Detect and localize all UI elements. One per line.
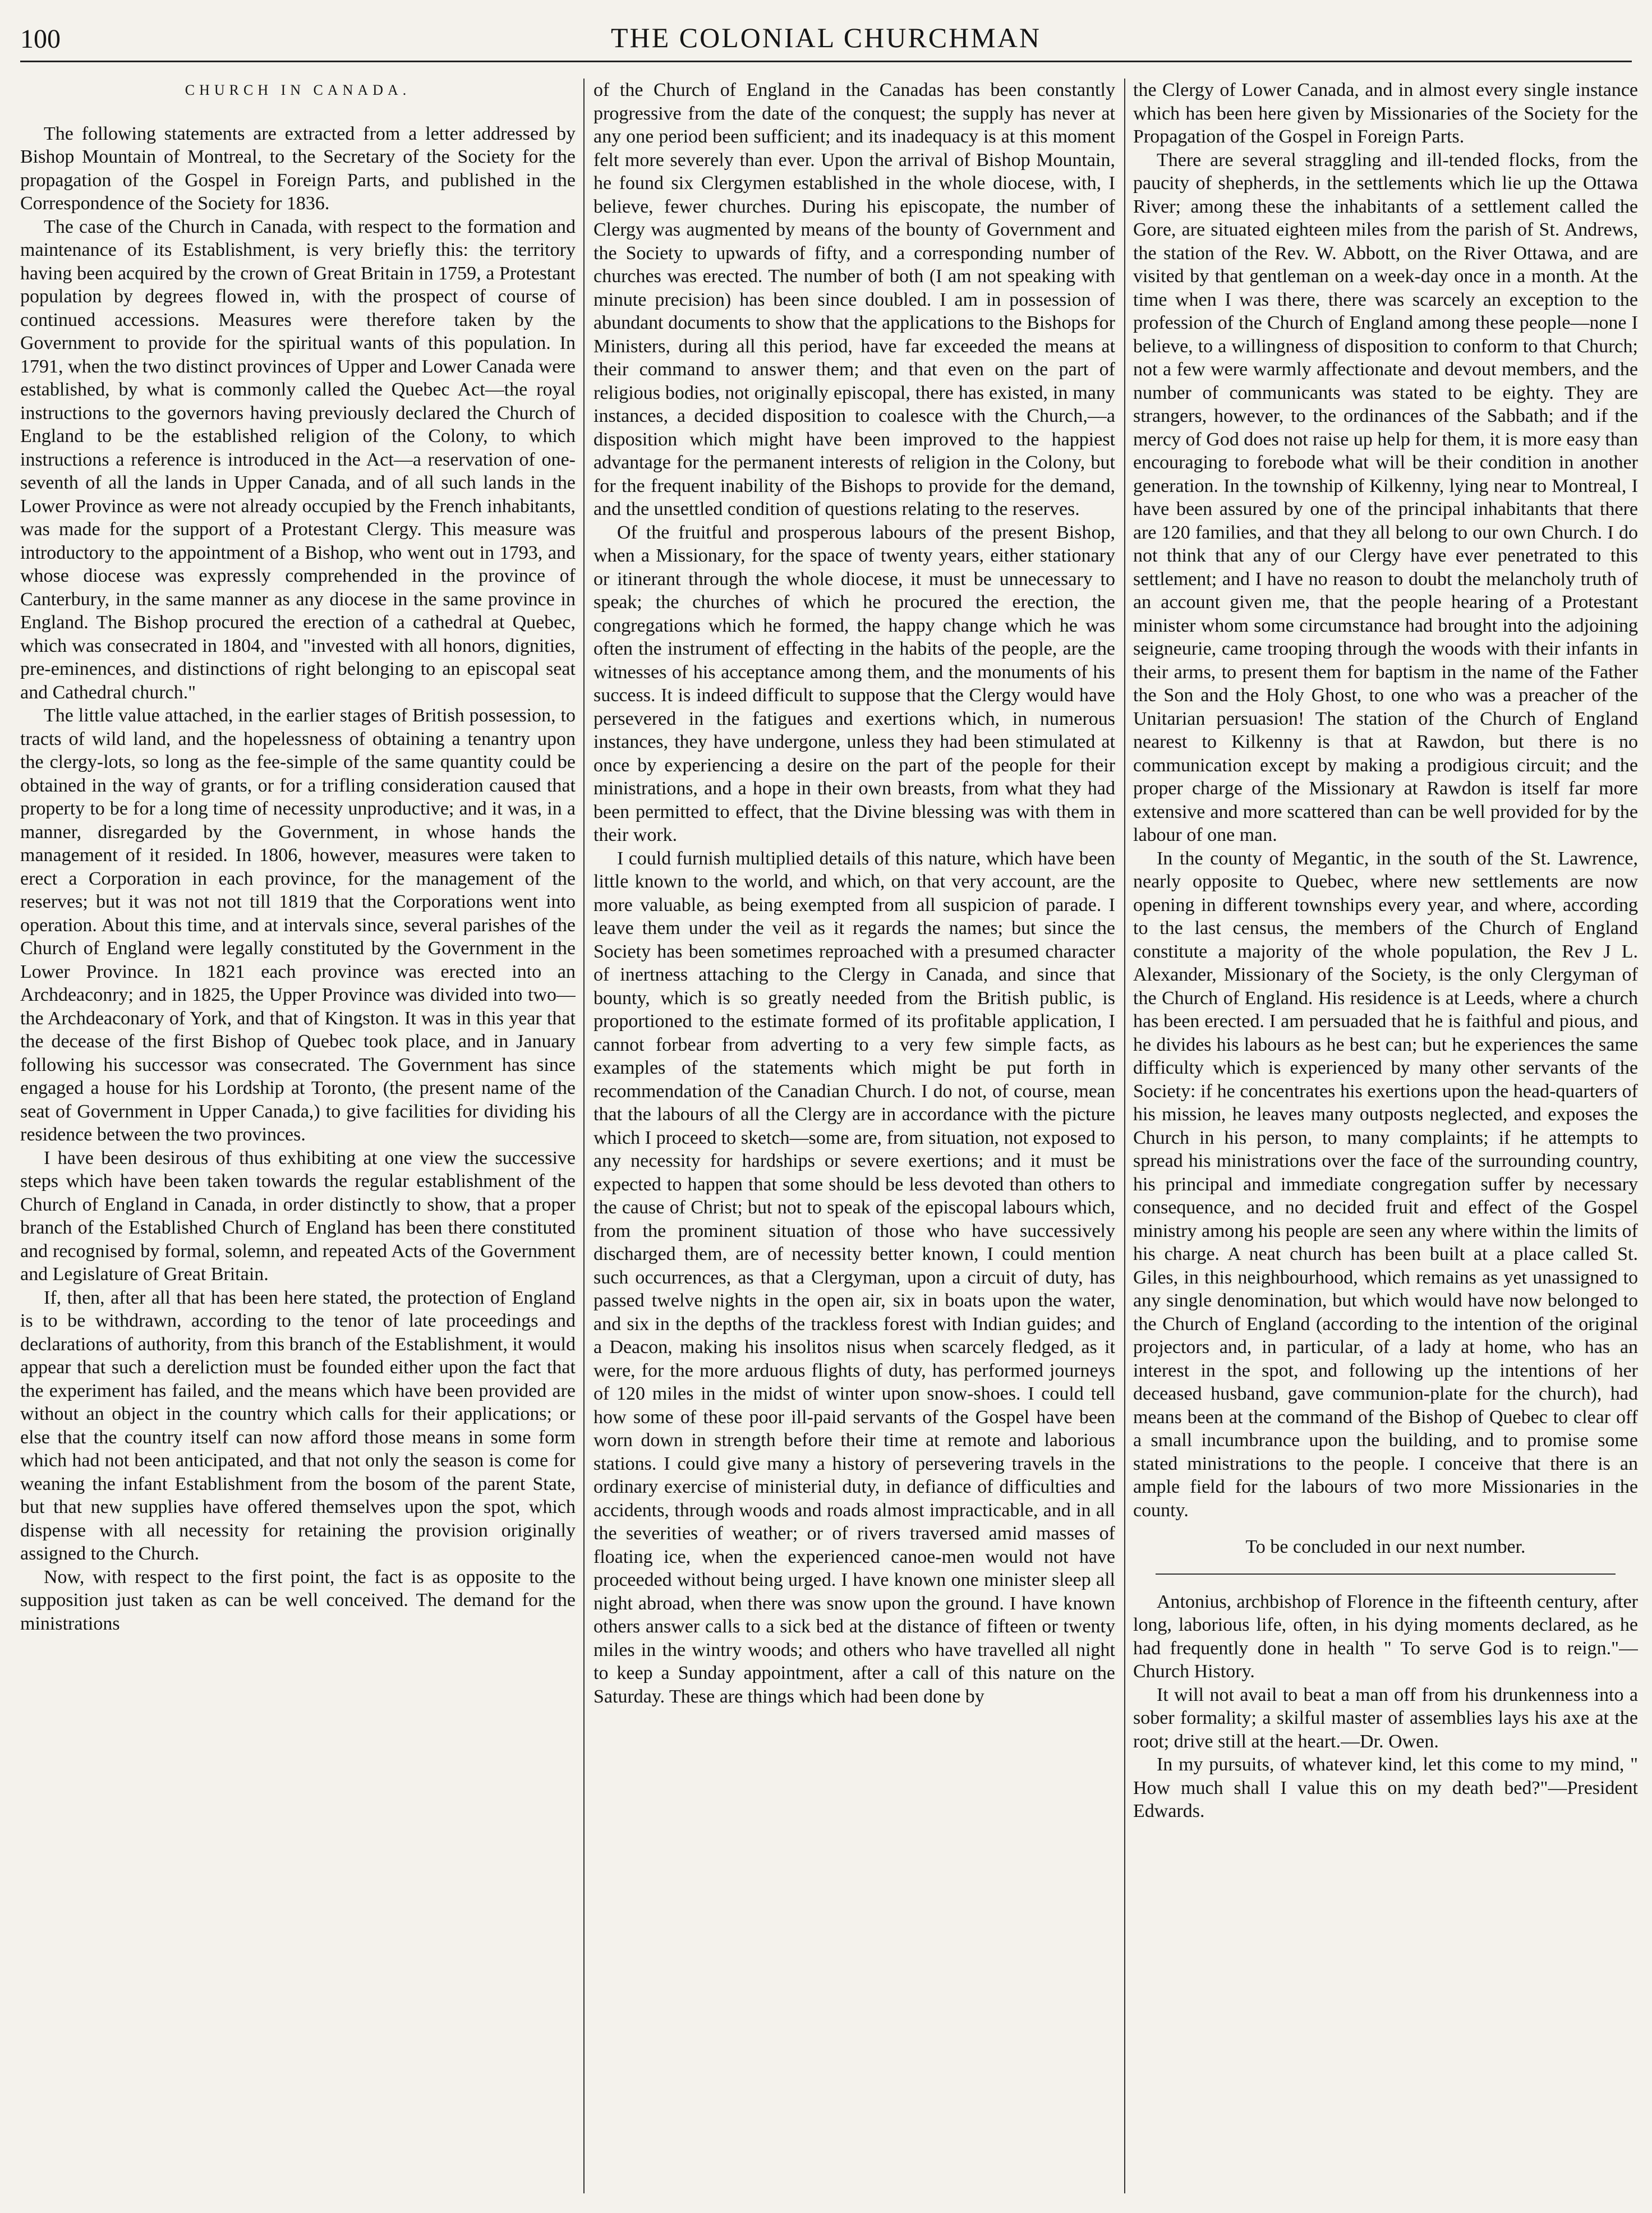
paragraph: I have been desirous of thus exhibiting at one view the successive steps which have been taken towards the regular establishment of the Church of England in Canada, in order distinctly to show, that a proper branch of the Established Church of England has been there constituted and recognised by formal, solemn, and repeated Acts of the Government and Legislature of Great Britain. <box>20 1147 576 1285</box>
running-title: THE COLONIAL CHURCHMAN <box>611 22 1041 53</box>
paragraph: I could furnish multiplied details of this nature, which have been little known to the world, and which, on that very account, are the more valuable, as being exempted from all suspicion of parade. I leave them under the veil as it regards the names; but since the Society has been sometimes reproached with a presumed character of inertness attaching to the Clergy in Canada, and since that bounty, which is so greatly needed from the British public, is proportioned to the estimate formed of its profitable application, I cannot forbear from adverting to a very few simple facts, as examples of the statements which might be put forth in recommendation of the Canadian Church. I do not, of course, mean that the labours of all the Clergy are in accordance with the picture which I proceed to sketch—some are, from situation, not exposed to any necessity for hardships or severe exertions; and it must be expected to happen that some should be less devoted than others to the cause of Christ; but not to speak of the episcopal labours which, from the prominent situation of those who have successively discharged them, are of necessity better known, I could mention such occurrences, as that a Clergyman, upon a circuit of duty, has passed twelve nights in the open air, six in boats upon the water, and six in the depths of the trackless forest with Indian guides; and a Deacon, making his insolitos nisus when scarcely fledged, as it were, for the more arduous flights of duty, has performed journeys of 120 miles in the midst of winter upon snow-shoes. I could tell how some of these poor ill-paid servants of the Gospel have been worn down in strength before their time at remote and laborious stations. I could give many a history of persevering travels in the ordinary exercise of ministerial duty, in defiance of difficulties and accidents, through woods and roads almost impracticable, and in all the severities of weather; or of rivers traversed amid masses of floating ice, when the experienced canoe-men would not have proceeded without being urged. I have known one minister sleep all night abroad, when there was snow upon the ground. I have known others answer calls to a sick bed at the distance of fifteen or twenty miles in the wintry woods; and others who have travelled all night to keep a Sunday appointment, after a call of this nature on the Saturday. These are things which had been done by <box>593 848 1115 1707</box>
column-2 <box>593 79 1115 2193</box>
column-1 <box>20 79 576 2193</box>
column-3 <box>1133 79 1638 2193</box>
page-header <box>20 11 1632 65</box>
paragraph: Of the fruitful and prosperous labours of the present Bishop, when a Missionary, for the space of twenty years, either stationary or itinerant through the whole diocese, it must be unnecessary to speak; the churches of which he procured the erection, the congregations which he formed, the happy change which he was often the instrument of effecting in the habits of the people, are the witnesses of his acceptance among them, and the monuments of his success. It is indeed difficult to suppose that the Clergy would have persevered in the fatigues and exertions which, in numerous instances, they have undergone, unless they had been stimulated at once by experiencing a desire on the part of the people for their ministrations, and a hope in their own breasts, from what they had been permitted to effect, that the Divine blessing was with them in their work. <box>593 522 1115 845</box>
header-rule <box>20 61 1632 62</box>
paragraph: If, then, after all that has been here stated, the protection of England is to be withdrawn, according to the tenor of late proceedings and declarations of authority, from this branch of the Establishment, it would appear that such a dereliction must be founded either upon the fact that the experiment has failed, and the means which have been provided are without an object in the country which calls for their applications; or else that the country itself can now afford those means in some form which had not been anticipated, and that not only the season is come for weaning the infant Establishment from the bosom of the parent State, but that new supplies have offered themselves upon the spot, which dispense with all necessity for retaining the provision originally assigned to the Church. <box>20 1287 576 1564</box>
paragraph: Now, with respect to the first point, the fact is as opposite to the supposition just taken as can be well conceived. The demand for the ministrations <box>20 1566 576 1634</box>
section-title: CHURCH IN CANADA. <box>185 82 411 98</box>
continued-note: To be concluded in our next number. <box>1245 1536 1526 1557</box>
quote: In my pursuits, of whatever kind, let this come to my mind, " How much shall I value this on my death bed?"—President Edwards. <box>1133 1754 1638 1821</box>
page-number: 100 <box>20 24 61 54</box>
paragraph: The little value attached, in the earlier stages of British possession, to tracts of wild land, and the hopelessness of obtaining a tenantry upon the clergy-lots, so long as the fee-simple of the same quantity could be obtained in the way of grants, or for a trifling consideration caused that property to be for a long time of necessity unproductive; and it was, in a manner, disregarded by the Government, in whose hands the management of it resided. In 1806, however, measures were taken to erect a Corporation in each province, for the management of the reserves; but it was not not till 1819 that the Corporations went into operation. About this time, and at intervals since, several parishes of the Church of England were legally constituted by the Government in the Lower Province. In 1821 each province was erected into an Archdeaconry; and in 1825, the Upper Province was divided into two—the Archdeaconary of York, and that of Kingston. It was in this year that the decease of the first Bishop of Quebec took place, and in January following his successor was consecrated. The Government has since engaged a house for his Lordship at Toronto, (the present name of the seat of Government in Upper Canada,) to give facilities for dividing his residence between the two provinces. <box>20 705 576 1145</box>
paragraph: the Clergy of Lower Canada, and in almost every single instance which has been here given by Missionaries of the Society for the Propagation of the Gospel in Foreign Parts. <box>1133 80 1638 147</box>
section-rule <box>1156 1574 1616 1575</box>
quote: It will not avail to beat a man off from his drunkenness into a sober formality; a skilful master of assemblies lays his axe at the root; drive still at the heart.—Dr. Owen. <box>1133 1684 1638 1752</box>
paragraph: The following statements are extracted from a letter addressed by Bishop Mountain of Montreal, to the Secretary of the Society for the propagation of the Gospel in Foreign Parts, and published in the Correspondence of the Society for 1836. <box>20 123 576 214</box>
paragraph: There are several straggling and ill-tended flocks, from the paucity of shepherds, in the settlements which lie up the Ottawa River; among these the inhabitants of a settlement called the Gore, are situated eighteen miles from the parish of St. Andrews, the station of the Rev. W. Abbott, on the River Ottawa, and are visited by that gentleman on a week-day once in a month. At the time when I was there, there was scarcely an exception to the profession of the Church of England among these people—none I believe, to a willingness of disposition to conform to that Church; not a few were warmly affectionate and devout members, and the number of communicants was stated to be eighty. They are strangers, however, to the ordinances of the Sabbath; and if the mercy of God does not raise up help for them, it is more easy than encouraging to forebode what will be their condition in another generation. In the township of Kilkenny, lying near to Montreal, I have been assured by one of the principal inhabitants that there are 120 families, and that they all belong to our own Church. I do not think that any of our Clergy have ever penetrated to this settlement; and I have no reason to doubt the melancholy truth of an account given me, that the people hearing of a Protestant minister whom some circumstance had brought into the adjoining seigneurie, came trooping through the woods with their infants in their arms, to present them for baptism in the name of the Father the Son and the Holy Ghost, to one who was a preacher of the Unitarian persuasion! The station of the Church of England nearest to Kilkenny is that at Rawdon, but there is no communication except by making a prodigious circuit; and the proper charge of the Missionary at Rawdon is itself far more extensive and more scattered than can be well provided for by the labour of one man. <box>1133 149 1638 845</box>
paragraph: of the Church of England in the Canadas has been constantly progressive from the date of the conquest; the supply has never at any one period been sufficient; and its inadequacy is at this moment felt more severely than ever. Upon the arrival of Bishop Mountain, he found six Clergymen established in the whole diocese, with, I believe, fewer churches. During his episcopate, the number of Clergy was augmented by means of the bounty of Government and the Society to upwards of fifty, and a corresponding number of churches was erected. The number of both (I am not speaking with minute precision) has been since doubled. I am in possession of abundant documents to show that the applications to the Bishops for Ministers, during all this period, have far exceeded the means at their command to answer them; and that even on the part of religious bodies, not originally episcopal, there has existed, in many instances, a decided disposition to coalesce with the Church,—a disposition which might have been improved to the happiest advantage for the permanent interests of religion in the Colony, but for the frequent inability of the Bishops to provide for the demand, and the unsettled condition of questions relating to the reserves. <box>593 80 1115 519</box>
column-divider-1 <box>583 79 585 2193</box>
paragraph: The case of the Church in Canada, with respect to the formation and maintenance of its Establishment, is very briefly this: the territory having been acquired by the crown of Great Britain in 1759, a Protestant population by degrees flowed in, with the prospect of course of continued accessions. Measures were therefore taken by the Government to provide for the spiritual wants of this population. In 1791, when the two distinct provinces of Upper and Lower Canada were established, by what is commonly called the Quebec Act—the royal instructions to the governors having previously declared the Church of England to be the established religion of the Colony, to which instructions a reference is introduced in the Act—a reservation of one-seventh of all the lands in Upper Canada, and of all such lands in the Lower Province as were not already occupied by the French inhabitants, was made for the support of a Protestant Clergy. This measure was introductory to the appointment of a Bishop, who went out in 1793, and whose diocese was expressly comprehended in the province of Canterbury, in the same manner as any diocese in the same province in England. The Bishop procured the erection of a cathedral at Quebec, which was consecrated in 1804, and "invested with all honors, dignities, pre-eminences, and distinctions of right belonging to an episcopal seat and Cathedral church." <box>20 216 576 703</box>
quote: Antonius, archbishop of Florence in the fifteenth century, after long, laborious life, often, in his dying moments declared, as he had frequently done in health " To serve God is to reign."—Church History. <box>1133 1591 1638 1682</box>
paragraph: In the county of Megantic, in the south of the St. Lawrence, nearly opposite to Quebec, where new settlements are now opening in different townships every year, and where, according to the last census, the members of the Church of England constitute a majority of the whole population, the Rev J L. Alexander, Missionary of the Society, is the only Clergyman of the Church of England. His residence is at Leeds, where a church has been erected. I am persuaded that he is faithful and pious, and he divides his labours as he best can; but he experiences the same difficulty which is experienced by many other servants of the Society: if he concentrates his exertions upon the head-quarters of his mission, he leaves many outposts neglected, and exposes the Church in his person, to many complaints; if he attempts to spread his ministrations over the face of the surrounding country, his principal and immediate congregation suffer by necessary consequence, and no decided fruit and effect of the Gospel ministry among his people are seen any where within the limits of his charge. A neat church has been built at a place called St. Giles, in this neighbourhood, which remains as yet unassigned to any single denomination, but which would have now belonged to the Church of England (according to the intention of the original projectors and, in particular, of a lady at home, who has an interest in the spot, and following up the intentions of her deceased husband, gave communion-plate for the church), had means been at the command of the Bishop of Quebec to clear off a small incumbrance upon the building, and to promise some stated ministrations to the people. I conceive that there is an ample field for the labours of two more Missionaries in the county. <box>1133 848 1638 1521</box>
column-divider-2 <box>1124 79 1125 2193</box>
